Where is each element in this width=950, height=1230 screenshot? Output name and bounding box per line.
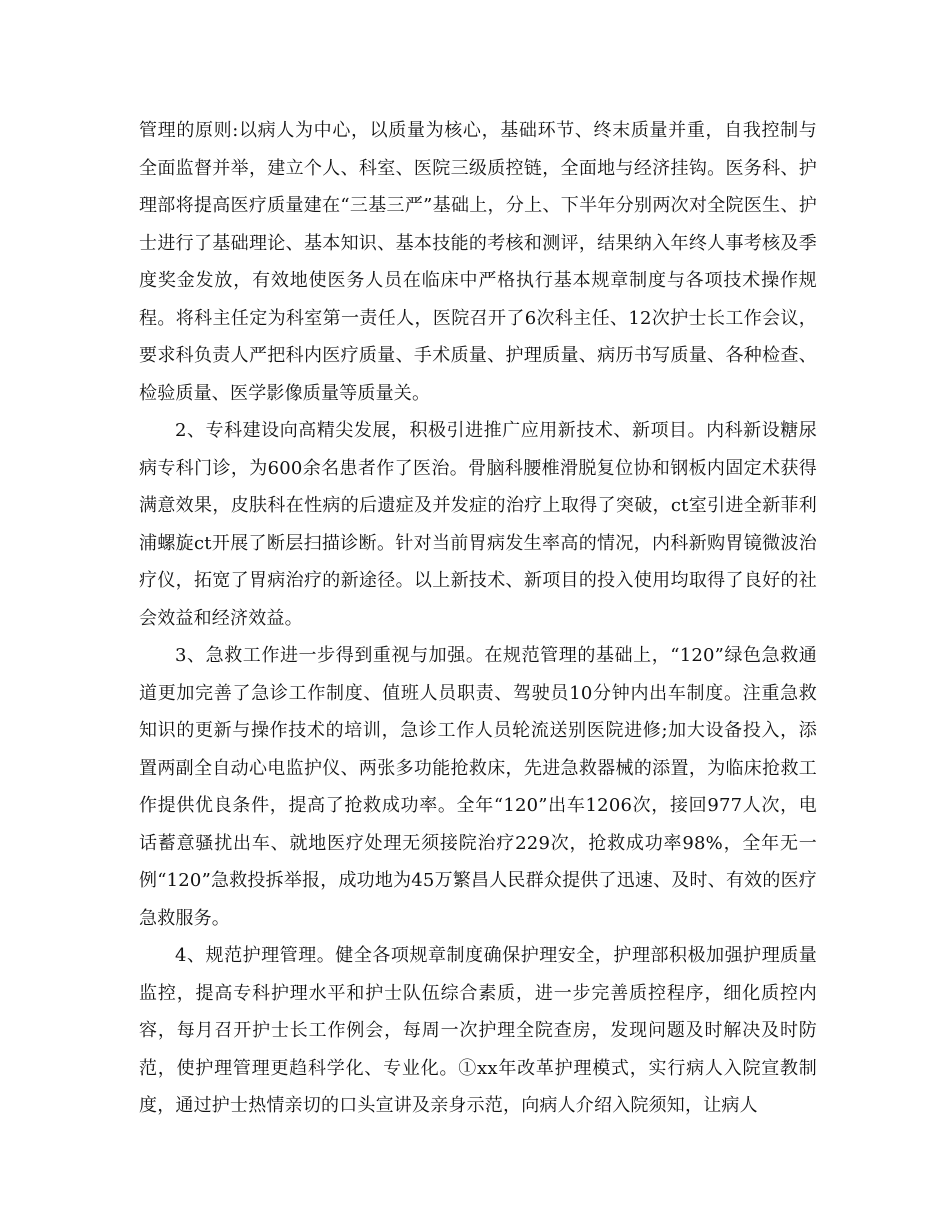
paragraph-nursing-management: 4、规范护理管理。健全各项规章制度确保护理安全，护理部积极加强护理质量监控，提高专科护理水平和护士队伍综合素质，进一步完善质控程序，细化质控内容，每月召开护士长工作例会，每周一次护理全院查房，发现问题及时解决及时防范，使护理管理更趋科学化、专业化。①xx年改革护理模式，实行病人入院宣教制度，通过护士热情亲切的口头宣讲及亲身示范，向病人介绍入院须知，让病人 — [139, 945, 817, 1116]
paragraph-emergency-work: 3、急救工作进一步得到重视与加强。在规范管理的基础上，“120”绿色急救通道更加完善了急诊工作制度、值班人员职责、驾驶员10分钟内出车制度。注重急救知识的更新与操作技术的培训，急诊工作人员轮流送别医院进修;加大设备投入，添置两副全自动心电监护仪、两张多功能抢救床，先进急救器械的添置，为临床抢救工作提供优良条件，提高了抢救成功率。全年“120”出车1206次，接回977人次，电话蓄意骚扰出车、就地医疗处理无须接院治疗229次，抢救成功率98%，全年无一例“120”急救投拆举报，成功地为45万繁昌人民群众提供了迅速、及时、有效的医疗急救服务。 — [139, 645, 817, 929]
paragraph-quality-principles: 管理的原则:以病人为中心，以质量为核心，基础环节、终末质量并重，自我控制与全面监督并举，建立个人、科室、医院三级质控链，全面地与经济挂钩。医务科、护理部将提高医疗质量建在“三基三严”基础上，分上、下半年分别两次对全院医生、护士进行了基础理论、基本知识、基本技能的考核和测评，结果纳入年终人事考核及季度奖金发放，有效地使医务人员在临床中严格执行基本规章制度与各项技术操作规程。将科主任定为科室第一责任人，医院召开了6次科主任、12次护士长工作会议，要求科负责人严把科内医疗质量、手术质量、护理质量、病历书写质量、各种检查、检验质量、医学影像质量等质量关。 — [139, 120, 817, 404]
document-body — [139, 112, 817, 1125]
paragraph-specialty-development: 2、专科建设向高精尖发展，积极引进推广应用新技术、新项目。内科新设糖尿病专科门诊，为600余名患者作了医治。骨脑科腰椎滑脱复位协和钢板内固定术获得满意效果，皮肤科在性病的后遗症及并发症的治疗上取得了突破，ct室引进全新菲利浦螺旋ct开展了断层扫描诊断。针对当前胃病发生率高的情况，内科新购胃镜微波治疗仪，拓宽了胃病治疗的新途径。以上新技术、新项目的投入使用均取得了良好的社会效益和经济效益。 — [139, 420, 817, 629]
